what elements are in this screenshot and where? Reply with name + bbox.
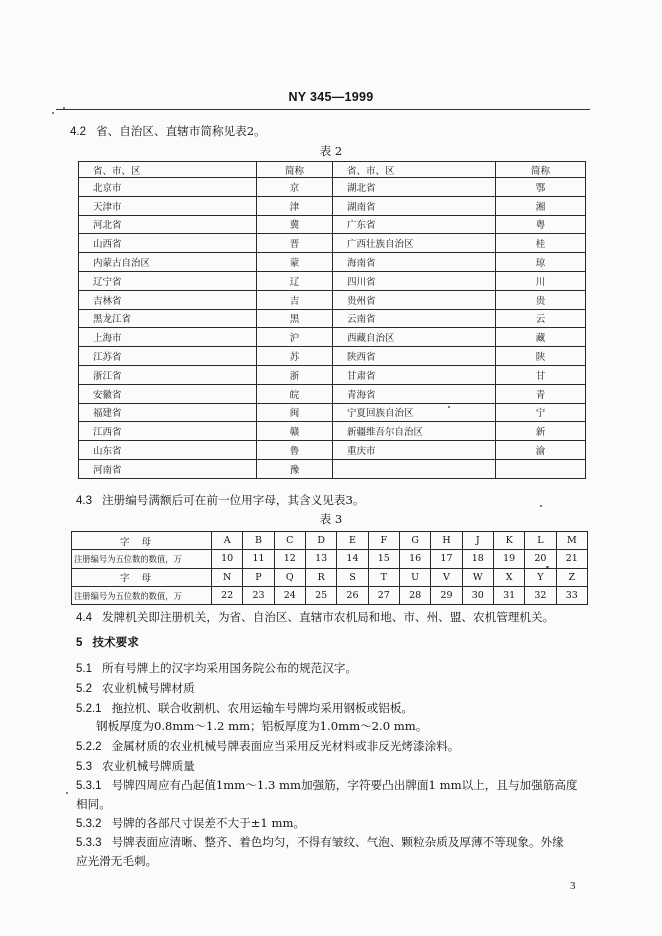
value-cell: 25 <box>305 586 336 604</box>
region-cell: 湖南省 <box>333 196 496 215</box>
region-cell: 宁夏回族自治区 <box>333 403 496 422</box>
table2-header-cell: 省、市、区 <box>79 162 257 178</box>
section-5-heading <box>76 634 139 651</box>
scan-speck <box>52 112 54 114</box>
table-row <box>79 271 586 290</box>
letter-cell: M <box>556 532 587 550</box>
abbreviation-cell: 云 <box>496 309 586 328</box>
table-row <box>79 441 586 460</box>
row-label-cell: 注册编号为五位数的数值，万 <box>72 550 212 568</box>
value-cell: 22 <box>212 586 243 604</box>
clause-text: 号牌四周应有凸起值1mm～1.3 mm加强筋，字符要凸出牌面1 mm以上，且与加强筋高度 <box>111 778 578 792</box>
region-cell: 北京市 <box>79 178 257 197</box>
value-cell: 17 <box>431 550 462 568</box>
abbreviation-cell: 川 <box>496 271 586 290</box>
value-cell: 26 <box>337 586 368 604</box>
value-cell: 16 <box>399 550 430 568</box>
clause-number: 5.3.2 <box>76 818 102 830</box>
value-cell: 30 <box>462 586 493 604</box>
value-cell: 11 <box>243 550 274 568</box>
letter-cell: T <box>368 568 399 586</box>
region-cell: 广东省 <box>333 215 496 234</box>
table3-letters-row <box>72 532 588 550</box>
region-cell: 黑龙江省 <box>79 309 257 328</box>
clause-number: 4.2 <box>70 126 86 138</box>
table3-letter-codes <box>71 531 588 605</box>
standard-code-header: NY 345—1999 <box>288 90 374 104</box>
value-cell: 12 <box>274 550 305 568</box>
letter-cell: F <box>368 532 399 550</box>
clause-5-3-3-continued: 应光滑无毛刺。 <box>76 854 158 868</box>
table-row <box>79 196 586 215</box>
value-cell: 19 <box>493 550 524 568</box>
value-cell: 33 <box>556 586 587 604</box>
table3-letters-row <box>72 568 588 586</box>
table2-header-cell: 省、市、区 <box>333 162 496 178</box>
table-row <box>79 365 586 384</box>
clause-text: 省、自治区、直辖市简称见表2。 <box>96 124 266 138</box>
letter-cell: Q <box>274 568 305 586</box>
letter-cell: C <box>274 532 305 550</box>
clause-text: 所有号牌上的汉字均采用国务院公布的规范汉字。 <box>102 661 358 675</box>
table2-caption: 表 2 <box>319 144 343 158</box>
clause-5-3 <box>76 758 195 775</box>
abbreviation-cell: 陕 <box>496 347 586 366</box>
letter-cell: J <box>462 532 493 550</box>
clause-5-3-1-continued: 相同。 <box>76 797 111 811</box>
clause-number: 5.1 <box>76 663 92 675</box>
value-cell: 28 <box>399 586 430 604</box>
clause-4-3 <box>76 492 364 509</box>
region-cell: 天津市 <box>79 196 257 215</box>
region-cell: 甘肃省 <box>333 365 496 384</box>
row-label-cell: 注册编号为五位数的数值，万 <box>72 586 212 604</box>
region-cell: 陕西省 <box>333 347 496 366</box>
abbreviation-cell: 吉 <box>257 290 333 309</box>
letter-cell: U <box>399 568 430 586</box>
value-cell: 31 <box>493 586 524 604</box>
table2-header-row <box>79 162 586 178</box>
section-number: 5 <box>76 637 83 649</box>
clause-4-4 <box>76 609 554 626</box>
region-cell: 浙江省 <box>79 365 257 384</box>
abbreviation-cell: 藏 <box>496 328 586 347</box>
abbreviation-cell: 赣 <box>257 422 333 441</box>
clause-5-3-1 <box>76 777 578 794</box>
letter-cell: Z <box>556 568 587 586</box>
clause-number: 5.2.2 <box>76 741 102 753</box>
region-cell: 江苏省 <box>79 347 257 366</box>
letter-cell: G <box>399 532 430 550</box>
clause-text: 拖拉机、联合收割机、农用运输车号牌均采用钢板或铝板。 <box>111 701 414 715</box>
abbreviation-cell: 渝 <box>496 441 586 460</box>
region-cell: 山东省 <box>79 441 257 460</box>
table-row <box>79 178 586 197</box>
region-cell: 西藏自治区 <box>333 328 496 347</box>
row-label-cell: 字母 <box>72 568 212 586</box>
region-cell: 山西省 <box>79 234 257 253</box>
abbreviation-cell: 闽 <box>257 403 333 422</box>
scan-speck <box>546 566 549 568</box>
value-cell: 32 <box>525 586 556 604</box>
abbreviation-cell: 皖 <box>257 384 333 403</box>
value-cell: 23 <box>243 586 274 604</box>
table-row <box>79 422 586 441</box>
abbreviation-cell <box>496 459 586 478</box>
letter-cell: K <box>493 532 524 550</box>
abbreviation-cell: 甘 <box>496 365 586 384</box>
scan-speck <box>66 792 68 794</box>
value-cell: 18 <box>462 550 493 568</box>
region-cell: 广西壮族自治区 <box>333 234 496 253</box>
abbreviation-cell: 粤 <box>496 215 586 234</box>
value-cell: 13 <box>305 550 336 568</box>
value-cell: 29 <box>431 586 462 604</box>
abbreviation-cell: 桂 <box>496 234 586 253</box>
clause-number: 4.3 <box>76 495 92 507</box>
clause-number: 5.3.1 <box>76 780 102 792</box>
region-cell: 辽宁省 <box>79 271 257 290</box>
region-cell: 内蒙古自治区 <box>79 253 257 272</box>
page-number: 3 <box>570 880 576 892</box>
table3-values-row <box>72 550 588 568</box>
table-row <box>79 328 586 347</box>
region-cell: 河南省 <box>79 459 257 478</box>
section-title: 技术要求 <box>92 635 139 649</box>
table-row <box>79 215 586 234</box>
abbreviation-cell: 沪 <box>257 328 333 347</box>
scan-speck <box>448 406 450 408</box>
table-row <box>79 253 586 272</box>
abbreviation-cell: 琼 <box>496 253 586 272</box>
clause-text: 号牌表面应清晰、整齐、着色均匀，不得有皱纹、气泡、颗粒杂质及厚薄不等现象。外缘 <box>111 835 564 849</box>
table-row <box>79 234 586 253</box>
abbreviation-cell: 鲁 <box>257 441 333 460</box>
table2-header-cell: 简称 <box>257 162 333 178</box>
clause-number: 5.2 <box>76 683 92 695</box>
scan-speck <box>540 505 542 507</box>
clause-number: 5.3.3 <box>76 837 102 849</box>
value-cell: 10 <box>212 550 243 568</box>
abbreviation-cell: 贵 <box>496 290 586 309</box>
region-cell: 福建省 <box>79 403 257 422</box>
table-row <box>79 403 586 422</box>
clause-5-2-2 <box>76 738 459 755</box>
abbreviation-cell: 蒙 <box>257 253 333 272</box>
abbreviation-cell: 宁 <box>496 403 586 422</box>
abbreviation-cell: 湘 <box>496 196 586 215</box>
region-cell: 河北省 <box>79 215 257 234</box>
table3-caption: 表 3 <box>319 512 343 526</box>
value-cell: 21 <box>556 550 587 568</box>
letter-cell: X <box>493 568 524 586</box>
clause-5-2-1-thickness: 钢板厚度为0.8mm～1.2 mm；铝板厚度为1.0mm～2.0 mm。 <box>96 719 428 733</box>
header-rule <box>56 109 590 110</box>
letter-cell: A <box>212 532 243 550</box>
table-row <box>79 309 586 328</box>
region-cell <box>333 459 496 478</box>
clause-5-3-2 <box>76 815 305 832</box>
value-cell: 24 <box>274 586 305 604</box>
clause-5-2-1 <box>76 700 413 717</box>
abbreviation-cell: 冀 <box>257 215 333 234</box>
region-cell: 安徽省 <box>79 384 257 403</box>
clause-text: 农业机械号牌质量 <box>102 759 195 773</box>
letter-cell: D <box>305 532 336 550</box>
region-cell: 云南省 <box>333 309 496 328</box>
clause-number: 5.2.1 <box>76 703 102 715</box>
abbreviation-cell: 豫 <box>257 459 333 478</box>
letter-cell: N <box>212 568 243 586</box>
region-cell: 新疆维吾尔自治区 <box>333 422 496 441</box>
clause-4-2 <box>70 123 266 140</box>
value-cell: 27 <box>368 586 399 604</box>
clause-5-1 <box>76 660 357 677</box>
region-cell: 青海省 <box>333 384 496 403</box>
abbreviation-cell: 苏 <box>257 347 333 366</box>
abbreviation-cell: 津 <box>257 196 333 215</box>
clause-text: 号牌的各部尺寸误差不大于±1 mm。 <box>111 816 306 830</box>
region-cell: 江西省 <box>79 422 257 441</box>
letter-cell: V <box>431 568 462 586</box>
clause-text: 金属材质的农业机械号牌表面应当采用反光材料或非反光烤漆涂料。 <box>111 739 460 753</box>
value-cell: 20 <box>525 550 556 568</box>
letter-cell: L <box>525 532 556 550</box>
clause-text: 发牌机关即注册机关，为省、自治区、直辖市农机局和地、市、州、盟、农机管理机关。 <box>102 610 555 624</box>
clause-text: 注册编号满额后可在前一位用字母，其含义见表3。 <box>102 493 365 507</box>
clause-number: 5.3 <box>76 761 92 773</box>
region-cell: 重庆市 <box>333 441 496 460</box>
table-row <box>79 384 586 403</box>
letter-cell: Y <box>525 568 556 586</box>
letter-cell: P <box>243 568 274 586</box>
letter-cell: B <box>243 532 274 550</box>
table2-province-abbreviations <box>78 161 586 479</box>
abbreviation-cell: 黑 <box>257 309 333 328</box>
table-row <box>79 459 586 478</box>
abbreviation-cell: 鄂 <box>496 178 586 197</box>
clause-text: 农业机械号牌材质 <box>102 681 195 695</box>
table-row <box>79 290 586 309</box>
scan-speck <box>63 107 65 109</box>
region-cell: 上海市 <box>79 328 257 347</box>
letter-cell: S <box>337 568 368 586</box>
table-row <box>79 347 586 366</box>
clause-5-2 <box>76 680 195 697</box>
abbreviation-cell: 晋 <box>257 234 333 253</box>
value-cell: 15 <box>368 550 399 568</box>
letter-cell: W <box>462 568 493 586</box>
letter-cell: E <box>337 532 368 550</box>
clause-5-3-3 <box>76 834 564 851</box>
region-cell: 贵州省 <box>333 290 496 309</box>
value-cell: 14 <box>337 550 368 568</box>
abbreviation-cell: 青 <box>496 384 586 403</box>
region-cell: 湖北省 <box>333 178 496 197</box>
table2-header-cell: 简称 <box>496 162 586 178</box>
row-label-cell: 字母 <box>72 532 212 550</box>
table3-values-row <box>72 586 588 604</box>
region-cell: 吉林省 <box>79 290 257 309</box>
region-cell: 四川省 <box>333 271 496 290</box>
abbreviation-cell: 辽 <box>257 271 333 290</box>
abbreviation-cell: 浙 <box>257 365 333 384</box>
letter-cell: R <box>305 568 336 586</box>
abbreviation-cell: 京 <box>257 178 333 197</box>
region-cell: 海南省 <box>333 253 496 272</box>
clause-number: 4.4 <box>76 612 92 624</box>
letter-cell: H <box>431 532 462 550</box>
abbreviation-cell: 新 <box>496 422 586 441</box>
